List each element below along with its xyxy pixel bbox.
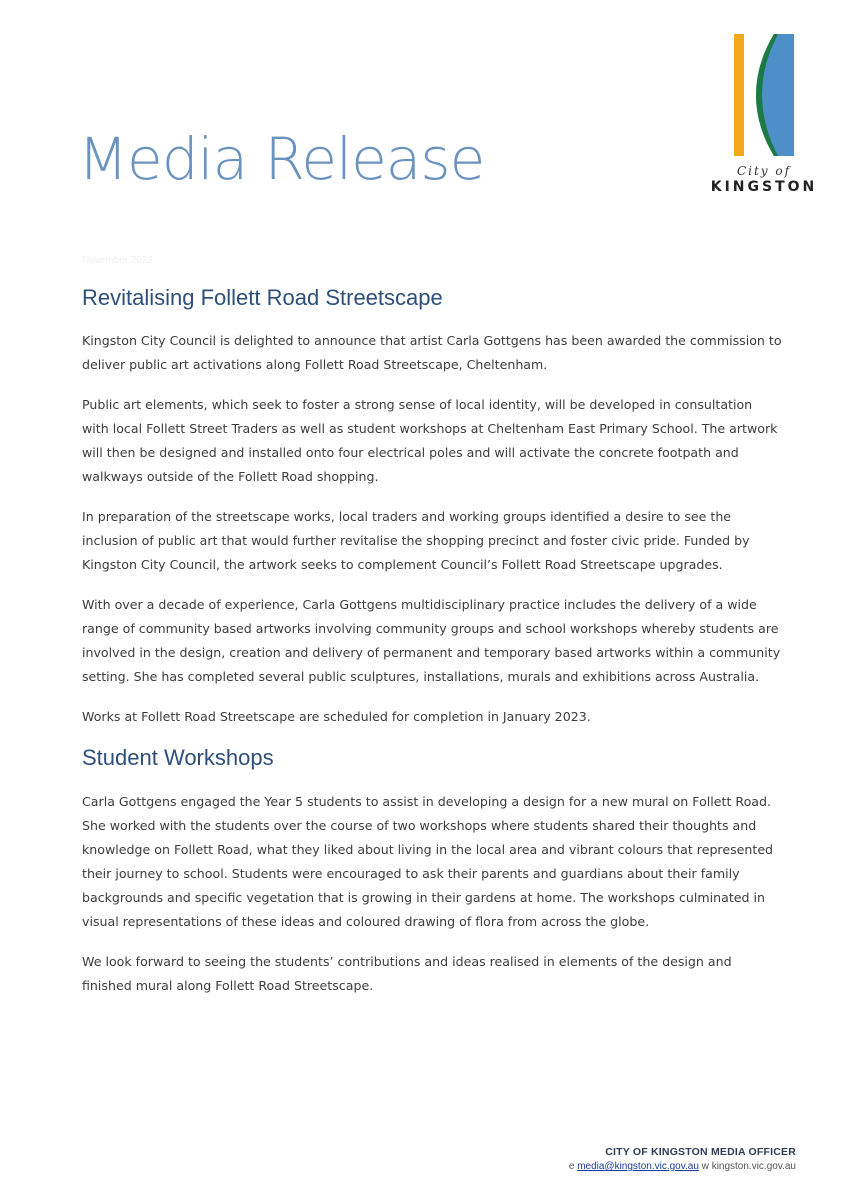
media-contact-footer	[569, 1146, 796, 1172]
logo-kingston-text: KINGSTON	[710, 179, 818, 195]
paragraph: Carla Gottgens engaged the Year 5 students to assist in developing a design for a new mural on Follett Road. She worked with the students over the course of two workshops where students shared their thoughts and knowledge on Follett Road, what they liked about living in the local area and vibrant colours that represented their journey to school. Students were encouraged to ask their parents and guardians about their family backgrounds and specific vegetation that is growing in their gardens at home. The workshops culminated in visual representations of these ideas and coloured drawing of flora from across the globe.	[82, 793, 774, 929]
paragraph: Kingston City Council is delighted to announce that artist Carla Gottgens has been awarded the commission to deliver public art activations along Follett Road Streetscape, Cheltenham.	[82, 333, 782, 373]
release-date: November 2022	[82, 255, 154, 266]
city-of-kingston-logo	[706, 32, 822, 202]
paragraph: With over a decade of experience, Carla Gottgens multidisciplinary practice includes the delivery of a wide range of community based artworks involving community groups and school workshops whereby students are involved in the design, creation and delivery of permanent and temporary based artworks within a community setting. She has completed several public sculptures, installations, murals and exhibitions across Australia.	[82, 597, 781, 685]
logo-city-of-text: City of	[736, 164, 792, 178]
page-title: Media Release	[78, 125, 485, 193]
footer-title: CITY OF KINGSTON MEDIA OFFICER	[605, 1146, 796, 1158]
paragraph: In preparation of the streetscape works, local traders and working groups identified a desire to see the inclusion of public art that would further revitalise the shopping precinct and foster civic pride. Funded by Kingston City Council, the artwork seeks to complement Council’s Follett Road Streetscape upgrades.	[82, 509, 750, 573]
web-address: kingston.vic.gov.au	[711, 1161, 796, 1172]
email-link[interactable]: media@kingston.vic.gov.au	[577, 1161, 699, 1172]
web-label: w	[701, 1161, 709, 1172]
paragraph: We look forward to seeing the students’ contributions and ideas realised in elements of the design and finished mural along Follett Road Streetscape.	[82, 953, 732, 993]
footer-contact-line	[569, 1161, 796, 1172]
email-label: e	[568, 1161, 575, 1172]
release-body	[82, 285, 782, 1014]
section-heading-revitalising: Revitalising Follett Road Streetscape	[82, 285, 443, 310]
paragraph: Public art elements, which seek to foster a strong sense of local identity, will be developed in consultation with local Follett Street Traders as well as student workshops at Cheltenham East Primary School. The artwork will then be designed and installed onto four electrical poles and will activate the concrete footpath and walkways outside of the Follett Road shopping.	[82, 397, 778, 485]
kingston-k-logo-icon	[734, 34, 794, 156]
paragraph: Works at Follett Road Streetscape are scheduled for completion in January 2023.	[82, 709, 591, 725]
section-heading-student-workshops: Student Workshops	[82, 745, 274, 771]
